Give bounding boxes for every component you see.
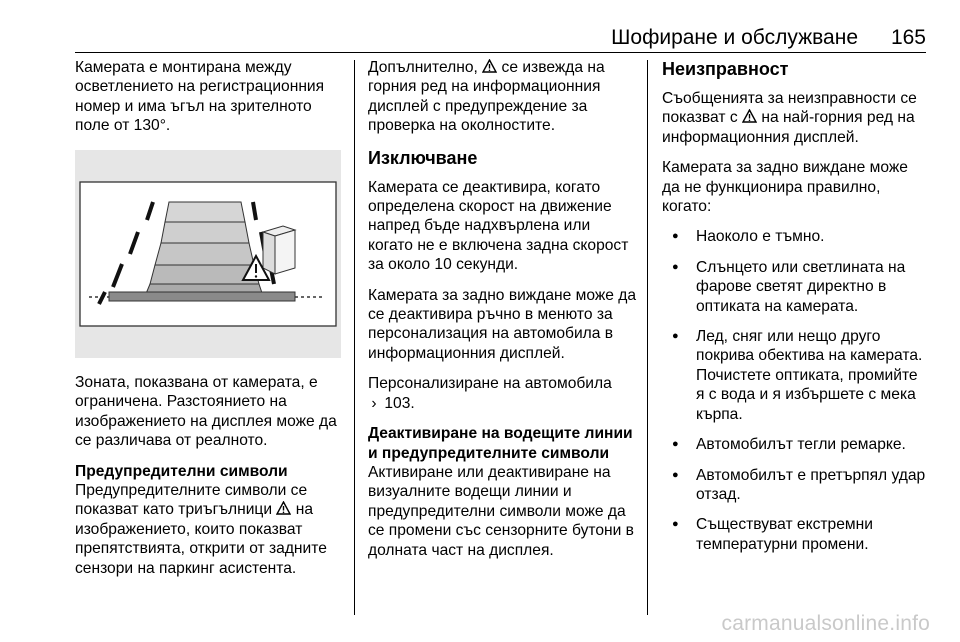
- obstacle-box: [275, 230, 295, 274]
- warning-exclamation-dot: [255, 275, 257, 277]
- switch-off-paragraph-1: Камерата се деактивира, когато определена скорост на движение напред бъде надхвърлена или когато не е включена задна скорост за около 10 секунди.: [368, 178, 629, 274]
- section-title: Шофиране и обслужване: [611, 26, 858, 49]
- zone-band: [165, 202, 245, 222]
- list-item: ● Наоколо е тъмно.: [672, 227, 930, 246]
- column-divider-1: [354, 60, 355, 615]
- warning-symbols-paragraph: Предупредителните символи се показват като триъгълници на изображението, които показват препятствията, открити от задните сензори на паркинг асистента.: [75, 482, 327, 577]
- list-item: ● Слънцето или светлината на фарове светят директно в оптиката на камерата.: [672, 258, 930, 316]
- bumper-band: [109, 292, 295, 301]
- page-reference[interactable]: 103.: [384, 394, 415, 412]
- list-item: ● Лед, сняг или нещо друго покрива обектива на камерата. Почистете оптиката, промийте я с вода и я избършете с мека кърпа.: [672, 327, 930, 424]
- page-number: 165: [890, 26, 926, 49]
- intro-paragraph: Камерата е монтирана между осветлението на регистрационния номер и има ъгъл на зрителното поле от 130°.: [75, 59, 325, 135]
- watermark: carmanualsonline.info: [721, 612, 930, 635]
- column-divider-2: [647, 60, 648, 615]
- additional-paragraph: Допълнително, се извежда на горния ред на информационния дисплей с предупреждение за проверка на околностите.: [368, 59, 605, 135]
- fault-paragraph-1: Съобщенията за неизправности се показват с на най-горния ред на информационния дисплей.: [662, 90, 917, 146]
- warning-triangle-icon: [742, 109, 757, 123]
- page-header: [0, 0, 960, 52]
- guidelines-paragraph: Активиране или деактивиране на визуалните водещи линии и предупредителни символи може да се промени със сензорните бутони в долната част на дисплея.: [368, 463, 634, 559]
- fault-paragraph-2: Камерата за задно виждане може да не функционира правилно, когато:: [662, 159, 908, 216]
- zone-band: [155, 243, 254, 265]
- column-1: [75, 58, 343, 147]
- obstacle-box: [263, 232, 275, 274]
- list-item: ● Автомобилът е претърпял удар отзад.: [672, 466, 930, 505]
- zone-band: [150, 265, 259, 284]
- column-1-lower: [75, 373, 343, 589]
- warning-symbols-heading: Предупредителни символи: [75, 462, 288, 480]
- header-rule: [75, 52, 926, 53]
- warning-triangle-icon: [276, 501, 291, 515]
- guidelines-heading: Деактивиране на водещите линии и предупредителните символи: [368, 425, 633, 462]
- column-2: [368, 58, 638, 571]
- column-3: [662, 58, 930, 565]
- fault-heading: Неизправност: [662, 59, 789, 79]
- page-reference-icon: ›: [371, 394, 377, 412]
- camera-view-illustration: [75, 150, 341, 358]
- zone-band: [161, 222, 249, 243]
- list-item: ● Съществуват екстремни температурни промени.: [672, 515, 930, 554]
- warning-triangle-icon: [482, 59, 497, 73]
- zone-paragraph: Зоната, показвана от камерата, е ограничена. Разстоянието на изображението на дисплея може да се различава от реалното.: [75, 374, 337, 450]
- list-item: ● Автомобилът тегли ремарке.: [672, 435, 930, 454]
- switch-off-paragraph-3: Персонализиране на автомобила › 103.: [368, 375, 612, 412]
- switch-off-paragraph-2: Камерата за задно виждане може да се деактивира ръчно в менюто за персонализация на автомобила в информационния дисплей.: [368, 286, 637, 362]
- switch-off-heading: Изключване: [368, 147, 478, 168]
- fault-conditions-list: [662, 227, 930, 554]
